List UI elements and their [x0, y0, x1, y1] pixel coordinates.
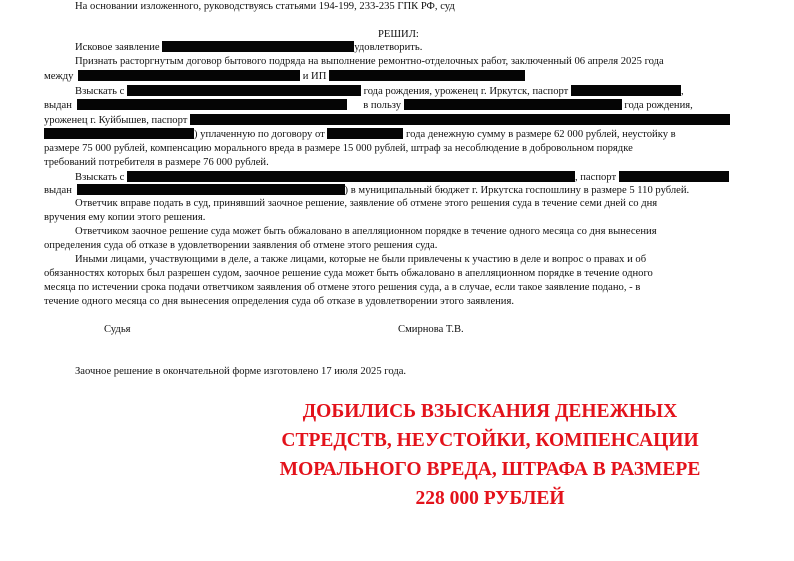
banner-line: СТРЕДСТВ, НЕУСТОЙКИ, КОМПЕНСАЦИИ [281, 430, 699, 451]
doc-line: Ответчик вправе подать в суд, принявший заочное решение, заявление об отмене этого решения суда в течение семи дней со дня [75, 198, 658, 209]
doc-line: обязанностях которых был разрешен судом, заочное решение суда может быть обжаловано в апелляционном порядке в течение одного [44, 268, 653, 279]
redaction-bar [78, 70, 300, 81]
judge-label: Судья [104, 324, 131, 335]
intro-line: На основании изложенного, руководствуясь статьями 194-199, 233-235 ГПК РФ, суд [75, 1, 455, 12]
redaction-bar [127, 85, 361, 96]
redaction-bar [190, 114, 730, 125]
doc-line: требований потребителя в размере 76 000 рублей. [44, 157, 269, 168]
decision-heading: РЕШИЛ: [378, 29, 419, 40]
redaction-bar [327, 128, 403, 139]
doc-line: Взыскать с года рождения, уроженец г. Иркутск, паспорт , [75, 86, 684, 97]
doc-line: ) уплаченную по договору от года денежную сумму в размере 62 000 рублей, неустойку в [44, 128, 676, 141]
banner-line: ДОБИЛИСЬ ВЗЫСКАНИЯ ДЕНЕЖНЫХ [302, 401, 678, 422]
doc-line: месяца по истечении срока подачи ответчиком заявления об отмене этого решения суда, а в случае, если такое заявление подано, - в [44, 282, 641, 293]
doc-line: Признать расторгнутым договор бытового подряда на выполнение ремонтно-отделочных работ, заключенный 06 апреля 2025 года [75, 56, 664, 67]
redaction-bar [404, 99, 622, 110]
doc-line: течение одного месяца со дня вынесения определения суда об отказе в удовлетворении этого заявления. [44, 296, 515, 307]
doc-line: Ответчиком заочное решение суда может быть обжаловано в апелляционном порядке в течение одного месяца со дня вынесения [75, 226, 657, 237]
redaction-bar [127, 171, 575, 182]
doc-line: определения суда об отказе в удовлетворении заявления об отмене этого решения суда. [44, 240, 438, 251]
redaction-bar [77, 99, 347, 110]
doc-line: Иными лицами, участвующими в деле, а также лицами, которые не были привлечены к участию в деле и вопрос о правах и об [75, 254, 647, 265]
redaction-bar [571, 85, 681, 96]
banner-line: 228 000 РУБЛЕЙ [415, 488, 565, 509]
judge-name: Смирнова Т.В. [398, 324, 464, 335]
redaction-bar [77, 184, 345, 195]
doc-line: выдан в пользу года рождения, [44, 100, 693, 111]
doc-line: размере 75 000 рублей, компенсацию морального вреда в размере 15 000 рублей, штраф за несоблюдение в добровольном порядке [44, 143, 633, 154]
doc-line: выдан ) в муниципальный бюджет г. Иркутска госпошлину в размере 5 110 рублей. [44, 185, 690, 196]
redaction-bar [329, 70, 525, 81]
doc-line: Взыскать с , паспорт [75, 171, 729, 184]
final-note: Заочное решение в окончательной форме изготовлено 17 июля 2025 года. [75, 366, 407, 377]
doc-line: между и ИП [44, 70, 525, 83]
doc-line: вручения ему копии этого решения. [44, 212, 206, 223]
redaction-bar [162, 41, 354, 52]
doc-line: Исковое заявление удовлетворить. [75, 42, 423, 53]
doc-line: уроженец г. Куйбышев, паспорт [44, 114, 730, 127]
banner-line: МОРАЛЬНОГО ВРЕДА, ШТРАФА В РАЗМЕРЕ [279, 459, 701, 480]
redaction-bar [44, 128, 194, 139]
redaction-bar [619, 171, 729, 182]
